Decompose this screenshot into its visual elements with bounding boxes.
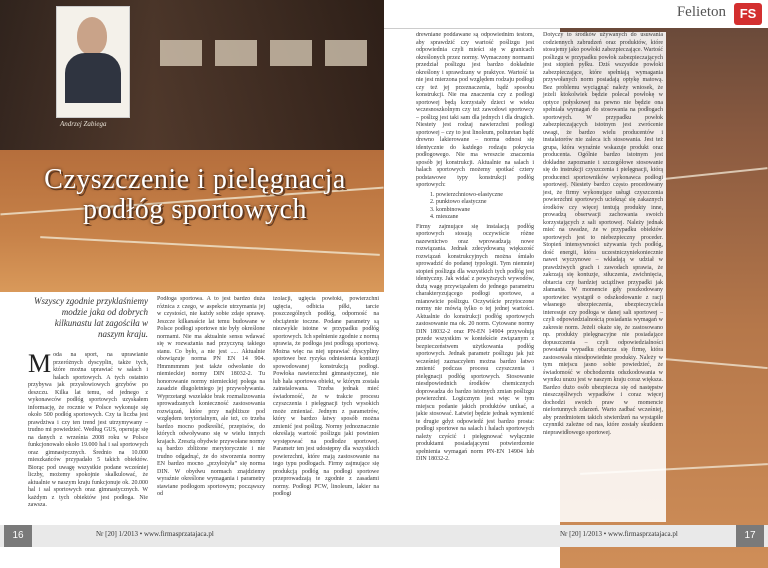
text-column-1 — [28, 352, 148, 522]
title-line: Czyszczenie i pielęgnacja — [44, 164, 346, 195]
portrait-head — [77, 17, 107, 55]
fs-logo: FS — [734, 3, 762, 25]
list-item: 3. kombinowane — [430, 206, 470, 213]
footer-text-left: Nr [20] 1/2013 • www.firmasprzatajaca.pl — [96, 530, 214, 538]
column-text: Firmy zajmujące się instalacją podłóg sportowych stosują oczywiście różne nazewnictwo oraz wprowadzają nowe rozwiązania. Jednak zdecydowaną większość rozwiązań konstrukcyjnych można śmiało sprowadzić do podanej typologii. Tym niemniej stopień poślizgu dla wszystkich tych podłóg jest identyczny. Jak widać z powyższych wywodów, dużą wagę przywiązałem do jednego parametru charakteryzującego podłogi sportowe, a mianowicie poślizgu. Oczywiście przytoczone normy nie mówią tylko o tej jednej wartości. Aktualnie do konstrukcji podłóg sportowych zastosowanie ma ok. 20 norm. Cytowane normy DIN 18032-2 oraz PN-EN 14904 przywołują przede wszystkim w kontekście związanym z bezpieczeństwem użytkowania podłóg sportowych. Jednak parametr poślizgu jak już wcześniej zaznaczyłem można bardzo łatwo zmienić podczas procesu czyszczenia i pielęgnacji podłóg sportowych. Stosowanie niesdpowiednich środków chemicznych doprowadza do bardzo istotnych zmian poślizgu powierzchni. Logicznym jest więc w tym miejscu podanie jakich produktów unikać, a jakie stosować. Łatwiej będzie jednak wymienić te drugie gdyż odpowiedź jest bardzo prosta: podłogi sportowe na salach i halach sportowych należy czyścić i pielęgnować wyłącznie produktami posiadającymi potwierdzenie spełnienia wymagań norm PN-EN 14904 lub DIN 18032-2. — [416, 223, 534, 462]
column-text: oda na sport, na uprawianie przeróżnych dyscyplin, także tych, które można uprawiać w salach i halach sportowych. A tych ostatnio przybywa jak przysłowiowych grzybów po deszczu. Kilka lat temu, od jednego z wykonawców podłóg sportowych uzyskałem informację, że rocznie w Polsce wykonuje się około 500 podłóg sportowych. Czy ta liczba jest prawdziwa i czy ten trend jest utrzymywany – trudno mi powiedzieć. Według GUS, operując się na danych z września 2008 roku w Polsce funkcjonowało około 19.000 hal i sal sportowych oraz gimnastycznych. Średnio na 10.000 mieszkańców przypadało 5 takich obiektów. Biorąc pod uwagę wszystkie podane wcześniej liczby, możemy spokojnie skalkulować, że aktualnie w naszym kraju funkcjonuje ok. 20.000 hal i sal sportowych oraz gimnastycznych. W każdym z tych obiektów jest podłoga. Nie zawsza. — [28, 352, 148, 508]
text-column-3: izolacji, ugięcia powłoki, powierzchni ugięcia, odbicia piłki, tarcie poszczególnych podłóg, odporność na obciążenie toczne. Podane parametry są niezwykle istotne w przypadku podłóg sportowych. Ich spełnienie zgodnie z normą sprawia, że podłoga jest podłogą sportową. Można więc na niej uprawiać dyscypliny sportowe bez ryzyka odniesienia kontuzji spowodowanej konstrukcją podłogi. Powłoka nawierzchni gimnastycznej, nie lub hala sportowa obiekt, w którym została zainstalowana. Trzeba jednak mieć świadomość, że w trakcie procesu czyszczenia i pielęgnacji tych wysokich może zmieniać. Jednym z parametrów, który w bardzo łatwy sposób można zmienić jest poślizg. Normy jednoznacznie określają wartość poślizgu jaki powinien występować na podłodze sportowej. Parametr ten jest udostępny dla wszystkich powierzchni, które mają zastosowanie na tego typu podłogach. Firmy zajmujące się produkcją podłóg na podłogi sportowe przeprowadzają te zgodnie z zasadami normy. Podłogi PCW, linoleum, lakier na podłogi — [273, 296, 379, 497]
portrait-body — [65, 53, 121, 103]
footer-text-right: Nr [20] 1/2013 • www.firmasprzatajaca.pl — [560, 530, 678, 538]
list-item: 1. powierzchniowo-elastyczne — [430, 191, 503, 198]
author-portrait — [56, 6, 130, 118]
lead-text: Wszyscy zgodnie przyklaśniemy modzie jaka od dobrych kilkunastu lat zagościła w naszym kraju. — [34, 296, 148, 339]
text-column-4 — [416, 32, 534, 522]
author-caption: Andrzej Zabiega — [60, 120, 107, 128]
list-item: 2. punktowo elastyczne — [430, 199, 487, 205]
column-text: drewniane poddawane są odpowiednim testom, aby sprawdzić czy wartość poślizgu jest odpowiednia czyli mieści się w granicach określonych przez normy. Wymaczony normami przedział poślizgu jest bardzo dokładnie określony i sprawdzany w praktyce. Wartość ta nie jest mierzona pod względem rodzaju podłogi czy też jej przeznaczenia, bądź sposobu konstrukcji. Nie ma znaczenia czy z podłogi sportowej będą korzystały dzieci w wieku wczesnoszkolnym czy też zawodowi sportowcy – poślizg jest taki sam dla jednych i dla drugich. Niestety jest rodzaj nawierzchni podłogi sportowej – czy to jest linoleum, poliuretan bądź drewno lakierowane – norma odnosi się identycznie do każdego rodzaju pokrycia podłogowego. Nie ma wreszcie znaczenia sposób jej konstrukcji. Aktualnie na salach i halach sportowych możemy spotkać cztery podstawowe typy konstrukcji podłóg sportowych: — [416, 32, 534, 188]
text-column-2: Podłoga sportowa. A to jest bardzo duża różnica z czego, w aspekcie utrzymania jej w czystości, nie każdy sobie zdaje sprawę. Jeszcze kilkanaście lat temu budowane w Polsce podłogi sportowe nie były określone normami. Nie ma aktualnie sensu wdawać się w rozważania nad przyczyną takiego stanu. Co było, a nie jest ..... Aktualnie obowiązuje norma PN EN 14 904. Hmmmmmm jest także odwołanie do niemieckiej normy DIN 18032-2. Tu honorowanie normy niemieckiej polega na zasadzie dlugoletniego jej przywoływania. Wyprzetargi wszelakie brak rozmalizowania sprowadzanych konieczność zastosowania rozwiązań, które przy najbliższe pod względem terytorialnym, ale też, co trzeba bardzo mocno podkreślić, przepisów, do których odwoływano się w wielu innych krajach. Zresztą obydwie przywołane normy są bardzo zbliżone merytorycznie i nie trudno odgadnąć, że do stworzenia normy EN bardzo mocno „przyłożyła” się norma DIN. W obydwu normach znajdziemy wyraźnie określone wymagania i parametry stawiane podłogom sportowym; począwszy od — [157, 296, 265, 497]
title-line: podłóg sportowych — [83, 194, 307, 225]
hall-window — [325, 40, 367, 66]
list-item: 4. mieszane — [430, 214, 459, 220]
drop-cap: M — [28, 352, 52, 378]
section-title: Felieton — [676, 4, 726, 20]
article-title — [30, 165, 360, 225]
hall-window — [270, 40, 312, 66]
page-number-right: 17 — [736, 525, 764, 547]
section-header — [384, 0, 768, 29]
hero-photo — [0, 0, 384, 292]
page-number-left: 16 — [4, 525, 32, 547]
text-column-5: Dotyczy to środków używanych do usuwania codziennych zabrudzeń oraz produktów, które stosujemy jako powłoki zabezpieczające. Wartość poślizgu w przypadku powłok zabezpieczających jest stopień pyłku. Dziś wszystkie powłoki zabezpieczające, które spełniają wymagania przywołanych norm posiadają optykę matową. Bez problemu wyciągnąć należy wniosek, że jeżeli ktokolwiek będzie polecał powłokę w optyce połyskowej na pewno nie będzie ona spełniała wymagań do stosowania na podłogach sportowych. W przypadku powłok zabezpieczających istotnym jest zwrócenie uwagi, że bardzo wielu producentów i instalatorów nie zaleca ich stosowania. Jest też grupa, która wyraźnie wskazuje produkt oraz producenta. Ogólnie bardzo istotnym jest dokładne zapoznanie i szczegółowe stosowanie się do instrukcji czyszczenia i pielęgnacji, którą producenci sportowników wykonawca podłogi sportowej. Niestety bardzo często procedowany jest, że firmy wykonujące usługi czyszczenia powierzchni sportowych ucieknąć się zakaznych środków czy więcej tentują produkty inne, prowadzą obserwacji zachowania swoich korzystających z sali sportowej. Należy jednak mieć na uwadze, że w przypadku obiektów sportowych jest to niebezpieczny proceder. Stopień intensywności używania tych podłóg, dość energii, która uczestniczyniekoniecznie nawet wyczynowe – wkładają w udział w prawdziwych grach i zawodach sprawia, że zakrzają się kontuzje, stłuczenia, zwichnięcia, obtarcia czy bardziej uciążliwe przypadki jak złamania. W momencie gdy poszkodowany sportowiec wystąpił o odszkodowanie z racji własnego ubezpieczenia, ubezpieczyciela interesuje czy podłoga w danej sali sportowej – czyli odpowiedzialnością posiadania wymagań w zakresie norm. Jeżeli okaże się, że zastosowano np. produkty pielęgnacyjne nie posiadające dopuszczenia – czyli odpowiedzialności powstania wypadku obarcza się firmę, która zastosowała niesdpowiednie produkty. Należy w tym miejscu jasno sobie powiedzieć, że świadomość w obchodzeniu odszkodowania w wyniku urazu jest w naszym kraju coraz większa. Bardzo dużo osób ubezpiecza się od następstw nieszczęśliwych wypadków i coraz więcej dochodzi swoich praw w momencie niefortunnych zdarzeń. Warto zadbać wcześniej, aby przedmiotem takich stwierdzeń na wystąpiłe czynniki zależne od nas, które zostały skutkiem nieprawidłowego sportowej. — [540, 32, 666, 522]
construction-list — [416, 192, 534, 222]
hall-window — [215, 40, 257, 66]
hall-window — [160, 40, 202, 66]
